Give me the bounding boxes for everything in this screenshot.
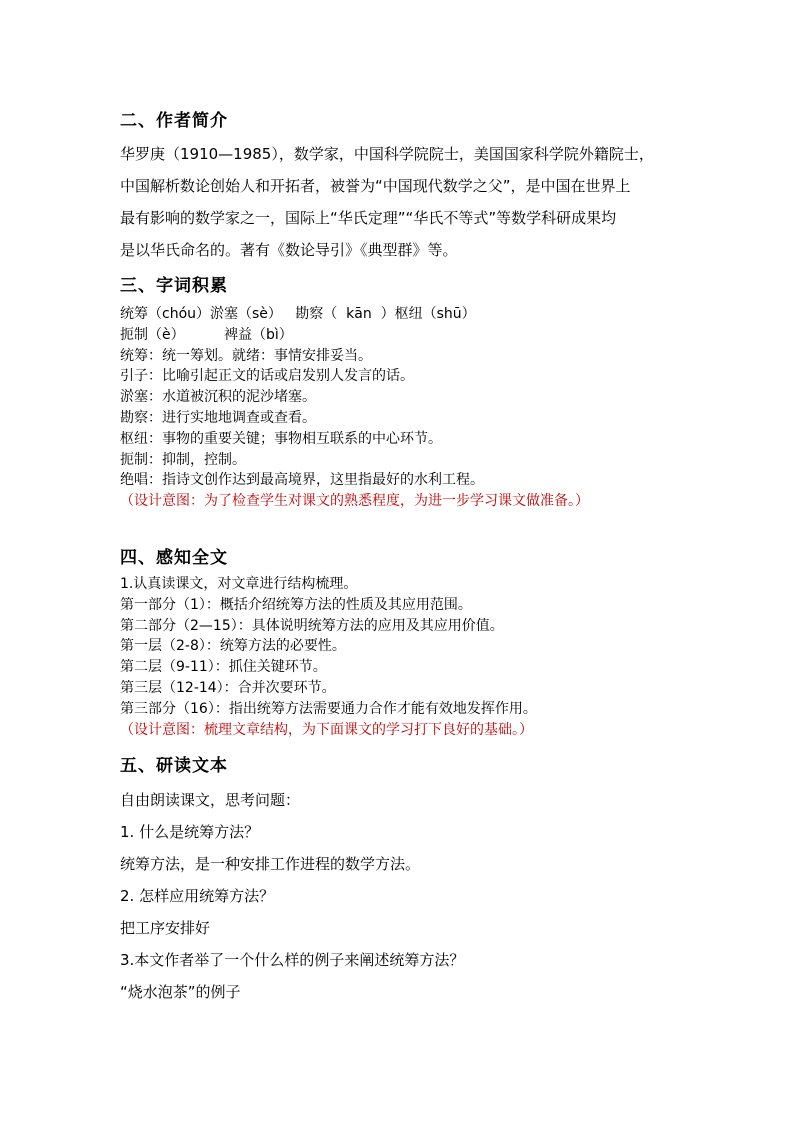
pinyin-line xyxy=(120,325,700,346)
overview-line: 第二部分（2—15）：具体说明统筹方法的应用及其应用价值。 xyxy=(120,617,504,634)
overview-block xyxy=(120,574,700,740)
author-line: 华罗庚（1910—1985），数学家，中国科学院院士，美国国家科学院外籍院士， xyxy=(120,145,654,163)
author-line: 中国解析数论创始人和开拓者，被誉为“中国现代数学之父”，是中国在世界上 xyxy=(120,177,631,195)
definition-line: 勘察：进行实地地调查或查看。 xyxy=(120,409,316,426)
vocab-block xyxy=(120,304,700,512)
study-line: 1. 什么是统筹方法？ xyxy=(120,823,260,841)
study-block xyxy=(120,784,700,1008)
definition-line: 引子：比喻引起正文的话或启发别人发言的话。 xyxy=(120,368,414,385)
definition-line: 枢纽：事物的重要关键；事物相互联系的中心环节。 xyxy=(120,430,442,447)
pinyin-line: 统筹（chóu）淤塞（sè） 勘察（ kān ）枢纽（shū） xyxy=(120,306,476,322)
author-paragraph xyxy=(120,138,700,266)
author-line: 是以华氏命名的。著有《数论导引》《典型群》等。 xyxy=(120,241,458,259)
study-line: 把工序安排好 xyxy=(120,919,211,937)
study-line: 统筹方法，是一种安排工作进程的数学方法。 xyxy=(120,855,421,873)
definition-line: 统筹：统一筹划。就绪：事情安排妥当。 xyxy=(120,347,372,364)
definition-line: 扼制：抑制，控制。 xyxy=(120,451,246,468)
overview-line: 1.认真读课文，对文章进行结构梳理。 xyxy=(120,576,358,592)
overview-line: 第一层（2-8）：统筹方法的必要性。 xyxy=(120,638,346,655)
section-heading-vocab: 三、字词积累 xyxy=(120,276,228,296)
design-note: （设计意图：梳理文章结构，为下面课文的学习打下良好的基础。） xyxy=(120,721,533,738)
overview-line: 第一部分（1）：概括介绍统筹方法的性质及其应用范围。 xyxy=(120,596,472,613)
definition-line: 淤塞：水道被沉积的泥沙堵塞。 xyxy=(120,389,316,406)
section-heading-overview: 四、感知全文 xyxy=(120,548,228,568)
section-heading-author: 二、作者简介 xyxy=(120,111,228,131)
design-note: （设计意图：为了检查学生对课文的熟悉程度，为进一步学习课文做准备。） xyxy=(120,493,589,510)
section-heading-study: 五、研读文本 xyxy=(120,756,228,776)
author-line: 最有影响的数学家之一，国际上“华氏定理”“华氏不等式”等数学科研成果均 xyxy=(120,209,617,227)
definition-line: 绝唱：指诗文创作达到最高境界，这里指最好的水利工程。 xyxy=(120,472,484,489)
study-line: 自由朗读课文，思考问题： xyxy=(120,791,301,809)
pinyin-entry: 裨益（bì） xyxy=(224,326,293,343)
overview-line: 第三部分（16）：指出统筹方法需要通力合作才能有效地发挥作用。 xyxy=(120,700,537,717)
pinyin-entry: 扼制（è） xyxy=(120,326,185,343)
overview-line: 第二层（9-11）：抓住关键环节。 xyxy=(120,659,327,676)
study-line: “烧水泡茶”的例子 xyxy=(120,983,241,1001)
overview-line: 第三层（12-14）：合并次要环节。 xyxy=(120,679,336,696)
study-line: 2. 怎样应用统筹方法？ xyxy=(120,887,275,905)
study-line: 3.本文作者举了一个什么样的例子来阐述统筹方法？ xyxy=(120,951,465,969)
